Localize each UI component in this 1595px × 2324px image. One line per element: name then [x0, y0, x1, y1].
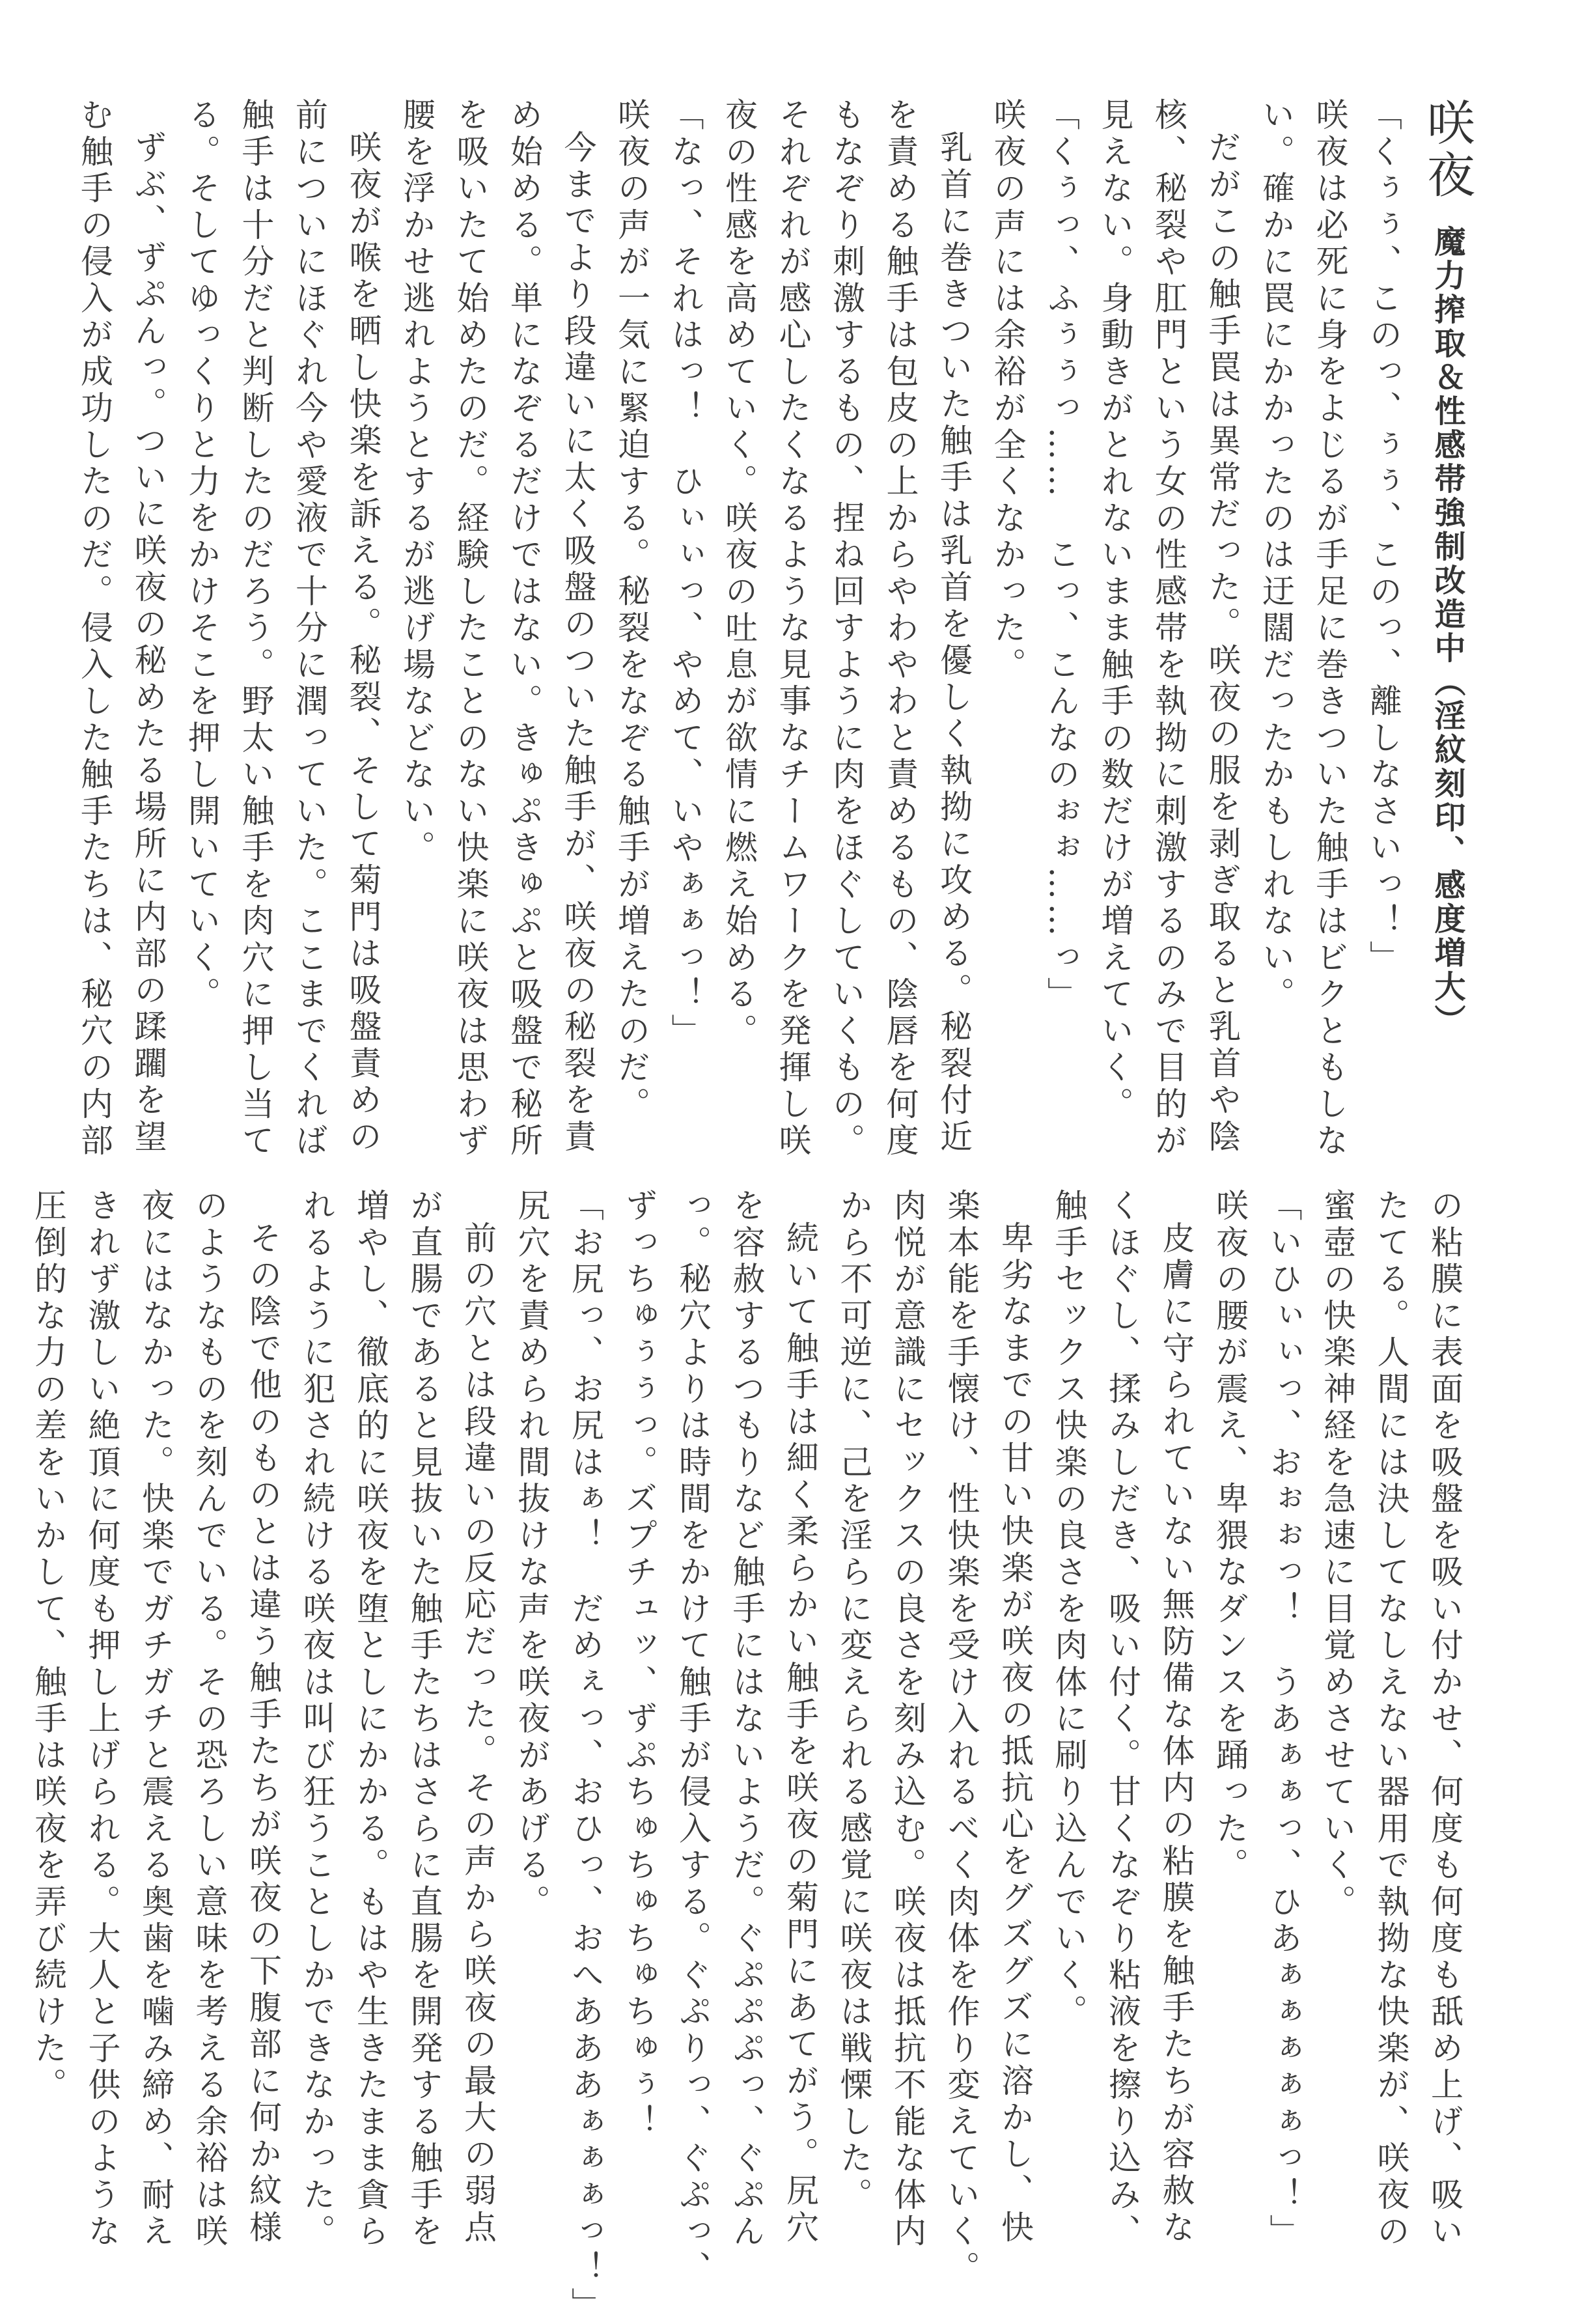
text-line: 夜の性感を高めていく。咲夜の吐息が欲情に燃え始める。: [720, 98, 758, 1050]
text-line: を容赦するつもりなど触手にはないようだ。ぐぷぷぷっ、ぐぷん: [727, 1188, 766, 2251]
text-line: ずっちゅぅぅっ。ズプチュッ、ずぷちゅちゅちゅちゅぅ！: [620, 1188, 658, 2141]
text-line: 「くぅぅ、このっ、ぅぅ、このっ、離しなさいっ！」: [1365, 98, 1402, 977]
text-line: たてる。人間には決してなしえない器用で執拗な快楽が、咲夜の: [1372, 1188, 1410, 2251]
text-line: 腰を浮かせ逃れようとするが逃げ場などない。: [398, 98, 436, 867]
text-line: 乳首に巻きついた触手は乳首を優しく執拗に攻める。秘裂付近: [935, 130, 973, 1156]
text-line: だがこの触手罠は異常だった。咲夜の服を剥ぎ取ると乳首や陰: [1203, 130, 1241, 1156]
text-line: 皮膚に守られていない無防備な体内の粘膜を触手たちが容赦な: [1157, 1221, 1195, 2247]
text-line: くほぐし、揉みしだき、吸い付く。甘くなぞり粘液を擦り込み、: [1103, 1188, 1141, 2251]
text-line: から不可逆に、己を淫らに変えられる感覚に咲夜は戦慄した。: [835, 1188, 873, 2214]
text-line: 前の穴とは段違いの反応だった。その声から咲夜の最大の弱点: [459, 1221, 497, 2247]
text-line: 今までより段違いに太く吸盤のついた触手が、咲夜の秘裂を責: [559, 130, 597, 1156]
text-line: 「なっ、それはっ！ ひぃぃっ、やめて、いやぁぁっ！」: [666, 98, 704, 1050]
text-line: 咲夜が喉を晒し快楽を訴える。秘裂、そして菊門は吸盤責めの: [344, 130, 382, 1156]
text-line: 卑劣なまでの甘い快楽が咲夜の抵抗心をグズグズに溶かし、快: [996, 1221, 1034, 2247]
text-line: を吸いたて始めたのだ。経験したことのない快楽に咲夜は思わず: [451, 98, 490, 1160]
text-line: 圧倒的な力の差をいかして、触手は咲夜を弄び続けた。: [29, 1188, 67, 2105]
text-line: 「いひぃぃっ、おぉぉっ！ うあぁぁっ、ひあぁぁぁぁぁっ！」: [1264, 1188, 1303, 2251]
text-line: のようなものを刻んでいる。その恐ろしい意味を考える余裕は咲: [190, 1188, 229, 2251]
text-line: もなぞり刺激するもの、捏ね回すように肉をほぐしていくもの。: [827, 98, 865, 1160]
text-line: 核、秘裂や肛門という女の性感帯を執拗に刺激するのみで目的が: [1150, 98, 1187, 1160]
text-line: 咲夜の声が一気に緊迫する。秘裂をなぞる触手が増えたのだ。: [613, 98, 650, 1123]
text-line: を責める触手は包皮の上からやわやわと責めるもの、陰唇を何度: [881, 98, 919, 1160]
text-line: 咲夜の声には余裕が全くなかった。: [988, 98, 1027, 684]
text-line: 「くぅっ、ふぅぅっ…… こっ、こんなのぉぉ……っ」: [1042, 98, 1080, 1014]
text-line: 触手セックス快楽の良さを肉体に刷り込んでいく。: [1049, 1188, 1088, 2031]
text-line: 蜜壺の快楽神経を急速に目覚めさせていく。: [1318, 1188, 1356, 1921]
text-line: 尻穴を責められ間抜けな声を咲夜があげる。: [512, 1188, 551, 1921]
character-name: 咲夜: [1419, 98, 1475, 202]
top-text-block: [76, 98, 1475, 1160]
text-line: 増やし、徹底的に咲夜を堕としにかかる。もはや生きたまま貪ら: [352, 1188, 389, 2251]
text-line: 咲夜の腰が震え、卑猥なダンスを踊った。: [1211, 1188, 1249, 1884]
text-line: れるように犯され続ける咲夜は叫び狂うことしかできなかった。: [298, 1188, 336, 2251]
text-line: ずぶ、ずぷんっ。ついに咲夜の秘めたる場所に内部の蹂躙を望: [129, 130, 167, 1156]
text-line: きれず激しい絶頂に何度も押し上げられる。大人と子供のような: [83, 1188, 121, 2251]
text-line: 前についにほぐれ今や愛液で十分に潤っていた。ここまでくれば: [290, 98, 328, 1160]
text-line: それぞれが感心したくなるような見事なチームワークを発揮し咲: [773, 98, 812, 1160]
text-line: 肉悦が意識にセックスの良さを刻み込む。咲夜は抵抗不能な体内: [889, 1188, 926, 2251]
text-line: っ。秘穴よりは時間をかけて触手が侵入する。ぐぷりっ、ぐぷっ、: [674, 1188, 712, 2288]
text-line: 夜にはなかった。快楽でガチガチと震える奥歯を噛み締め、耐え: [137, 1188, 174, 2251]
text-line: その陰で他のものとは違う触手たちが咲夜の下腹部に何か紋様: [244, 1221, 282, 2247]
text-line: 楽本能を手懐け、性快楽を受け入れるべく肉体を作り変えていく。: [942, 1188, 980, 2288]
text-line: 咲夜は必死に身をよじるが手足に巻きついた触手はビクともしな: [1311, 98, 1349, 1160]
text-line: い。確かに罠にかかったのは迂闊だったかもしれない。: [1257, 98, 1295, 1014]
bottom-text-block: [29, 1188, 1471, 2324]
text-line: 見えない。身動きがとれないまま触手の数だけが増えていく。: [1096, 98, 1134, 1123]
text-line: る。そしてゆっくりと力をかけそこを押し開いていく。: [183, 98, 221, 1014]
text-line: の粘膜に表面を吸盤を吸い付かせ、何度も何度も舐め上げ、吸い: [1426, 1188, 1463, 2251]
chapter-subtitle: 魔力搾取＆性感帯強制改造中（淫紋刻印、感度増大）: [1429, 225, 1465, 1038]
section-heading: [1419, 98, 1475, 1113]
text-line: む触手の侵入が成功したのだ。侵入した触手たちは、秘穴の内部: [76, 98, 113, 1160]
text-line: 「お尻っ、お尻はぁ！ だめぇっ、おひっ、おへあああぁぁぁっ！」: [566, 1188, 604, 2324]
text-line: 触手は十分だと判断したのだろう。野太い触手を肉穴に押し当て: [236, 98, 275, 1160]
text-line: め始める。単になぞるだけではない。きゅぷきゅぷと吸盤で秘所: [505, 98, 543, 1160]
text-line: 続いて触手は細く柔らかい触手を咲夜の菊門にあてがう。尻穴: [781, 1221, 819, 2247]
text-line: が直腸であると見抜いた触手たちはさらに直腸を開発する触手を: [405, 1188, 443, 2251]
